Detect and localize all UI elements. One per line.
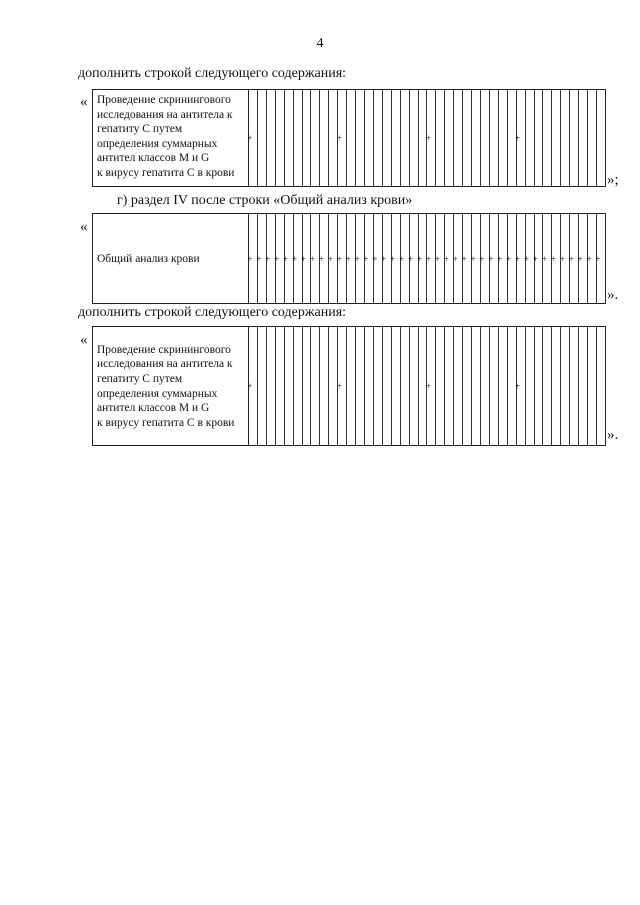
close-quote-3: ». (607, 427, 619, 443)
cell-mark: + (524, 253, 530, 264)
grid-cell (481, 90, 490, 186)
page-number: 4 (316, 36, 324, 51)
cell-mark: + (247, 253, 253, 264)
grid-cell (454, 90, 463, 186)
grid-cell (356, 90, 365, 186)
grid-cell (552, 327, 561, 445)
grid-cell (588, 327, 597, 445)
label-line: исследования на антитела к (97, 358, 233, 371)
cell-mark: + (425, 133, 431, 143)
grid-cell (276, 90, 285, 186)
label-line: гепатиту С путем (97, 372, 183, 385)
cell-mark: + (327, 253, 333, 264)
cell-mark: + (434, 253, 440, 264)
blood-test-row-table (92, 213, 606, 304)
grid-cell (526, 90, 535, 186)
cell-mark: + (336, 133, 342, 143)
grid-cell (294, 90, 303, 186)
grid-cell (365, 327, 374, 445)
cell-mark: + (586, 253, 592, 264)
cell-mark: + (399, 253, 405, 264)
cell-mark: + (300, 253, 307, 264)
grid-cell (481, 327, 490, 445)
label-line: к вирусу гепатита С в крови (97, 416, 235, 429)
grid-cell (561, 327, 570, 445)
cell-mark: + (452, 253, 458, 264)
row-label (93, 90, 249, 186)
grid-cell (249, 90, 258, 186)
open-quote-2: « (80, 219, 88, 235)
grid-cell (374, 90, 383, 186)
grid-cell (258, 327, 267, 445)
grid-cell (294, 327, 303, 445)
cell-mark: + (309, 253, 315, 264)
grid-cell (276, 327, 285, 445)
screening-row-table-1 (92, 89, 606, 187)
grid-cell (311, 327, 320, 445)
grid-cell (410, 327, 419, 445)
cell-mark: + (416, 253, 423, 264)
cell-mark: + (577, 253, 583, 264)
grid-cell (499, 327, 508, 445)
cell-mark: + (532, 253, 538, 264)
grid-cell (347, 90, 356, 186)
grid-cell (392, 327, 401, 445)
grid-cell (552, 90, 561, 186)
cell-mark: + (568, 253, 574, 264)
grid-cell (579, 327, 588, 445)
grid-cell (535, 90, 544, 186)
grid-cell (436, 327, 445, 445)
grid-cell (543, 90, 552, 186)
cell-mark: + (354, 253, 360, 264)
cell-mark: + (550, 253, 556, 264)
cell-mark: + (497, 253, 503, 264)
label-line: исследования на антитела к (97, 108, 233, 121)
cell-mark: + (408, 253, 414, 264)
grid-cell (561, 90, 570, 186)
grid-cell (427, 90, 436, 186)
cell-mark: + (559, 253, 565, 264)
label-line: Проведение скринингового (97, 343, 231, 356)
cell-mark: + (274, 253, 280, 264)
cell-mark: + (506, 253, 512, 264)
cell-mark: + (595, 253, 601, 264)
row-cells (249, 327, 605, 445)
grid-cell (320, 327, 329, 445)
cell-mark: + (515, 253, 521, 264)
label-line: Проведение скринингового (97, 94, 231, 106)
grid-cell (285, 90, 294, 186)
cell-mark: + (256, 253, 262, 264)
grid-cell (490, 90, 499, 186)
label-line: к вирусу гепатита С в крови (97, 166, 235, 179)
cell-mark: + (345, 253, 351, 264)
cell-mark: + (470, 253, 476, 264)
cell-mark: + (488, 253, 494, 264)
row-label (93, 327, 249, 445)
grid-cell (499, 90, 508, 186)
row-cells (249, 90, 605, 186)
cell-mark: + (283, 253, 289, 264)
cell-mark: + (515, 133, 521, 143)
grid-cell (597, 214, 605, 303)
grid-cell (597, 327, 605, 445)
grid-cell (427, 327, 436, 445)
row-label (93, 214, 249, 303)
cell-mark: + (247, 381, 253, 391)
grid-cell (463, 90, 472, 186)
grid-cell (320, 90, 329, 186)
grid-cell (347, 327, 356, 445)
label-line: антител классов М и G (97, 152, 210, 165)
cell-mark: + (336, 253, 342, 264)
grid-cell (445, 90, 454, 186)
cell-mark: + (265, 253, 271, 264)
cell-mark: + (247, 133, 253, 143)
grid-cell (401, 90, 410, 186)
grid-cell (383, 327, 392, 445)
grid-cell (365, 90, 374, 186)
grid-cell (410, 90, 419, 186)
grid-cell (579, 90, 588, 186)
cell-mark: + (515, 381, 521, 391)
grid-cell (383, 90, 392, 186)
cell-mark: + (381, 253, 387, 264)
grid-cell (401, 327, 410, 445)
grid-cell (570, 327, 579, 445)
grid-cell (463, 327, 472, 445)
grid-cell (267, 90, 276, 186)
cell-mark: + (479, 253, 485, 264)
grid-cell (588, 90, 597, 186)
cell-mark: + (443, 253, 449, 264)
add-row-instruction-2: дополнить строкой следующего содержания: (78, 305, 347, 320)
grid-cell (285, 327, 294, 445)
grid-cell (517, 327, 526, 445)
grid-cell (436, 90, 445, 186)
grid-cell (445, 327, 454, 445)
label-line: определения суммарных (97, 137, 218, 150)
grid-cell (454, 327, 463, 445)
cell-mark: + (425, 253, 431, 264)
label-line: Общий анализ крови (97, 252, 200, 265)
grid-cell (526, 327, 535, 445)
grid-cell (490, 327, 499, 445)
open-quote-3: « (80, 332, 88, 348)
grid-cell (472, 90, 481, 186)
label-line: определения суммарных (97, 387, 218, 400)
grid-cell (392, 90, 401, 186)
grid-cell (267, 327, 276, 445)
open-quote-1: « (80, 94, 88, 110)
grid-cell (570, 90, 579, 186)
cell-mark: + (390, 253, 396, 264)
grid-cell (374, 327, 383, 445)
label-line: антител классов М и G (97, 402, 210, 415)
grid-cell (303, 327, 312, 445)
grid-cell (311, 90, 320, 186)
grid-cell (543, 327, 552, 445)
grid-cell (303, 90, 312, 186)
cell-mark: + (372, 253, 378, 264)
close-quote-2: ». (607, 287, 619, 303)
grid-cell (258, 90, 267, 186)
grid-cell (597, 90, 605, 186)
cell-mark: + (318, 253, 324, 264)
grid-cell (356, 327, 365, 445)
grid-cell (338, 327, 347, 445)
close-quote-1: »; (607, 172, 619, 188)
label-line: гепатиту С путем (97, 123, 183, 136)
screening-row-table-2 (92, 326, 606, 446)
cell-mark: + (336, 381, 342, 391)
row-cells (249, 214, 605, 303)
cell-mark: + (461, 253, 467, 264)
grid-cell (517, 90, 526, 186)
cell-mark: + (363, 253, 369, 264)
grid-cell (535, 327, 544, 445)
add-row-instruction-1: дополнить строкой следующего содержания: (78, 66, 347, 81)
grid-cell (249, 327, 258, 445)
cell-mark: + (541, 253, 547, 264)
grid-cell (472, 327, 481, 445)
cell-mark: + (292, 253, 298, 264)
section-g-heading: г) раздел IV после строки «Общий анализ крови» (117, 193, 413, 208)
cell-mark: + (425, 381, 431, 391)
grid-cell (338, 90, 347, 186)
